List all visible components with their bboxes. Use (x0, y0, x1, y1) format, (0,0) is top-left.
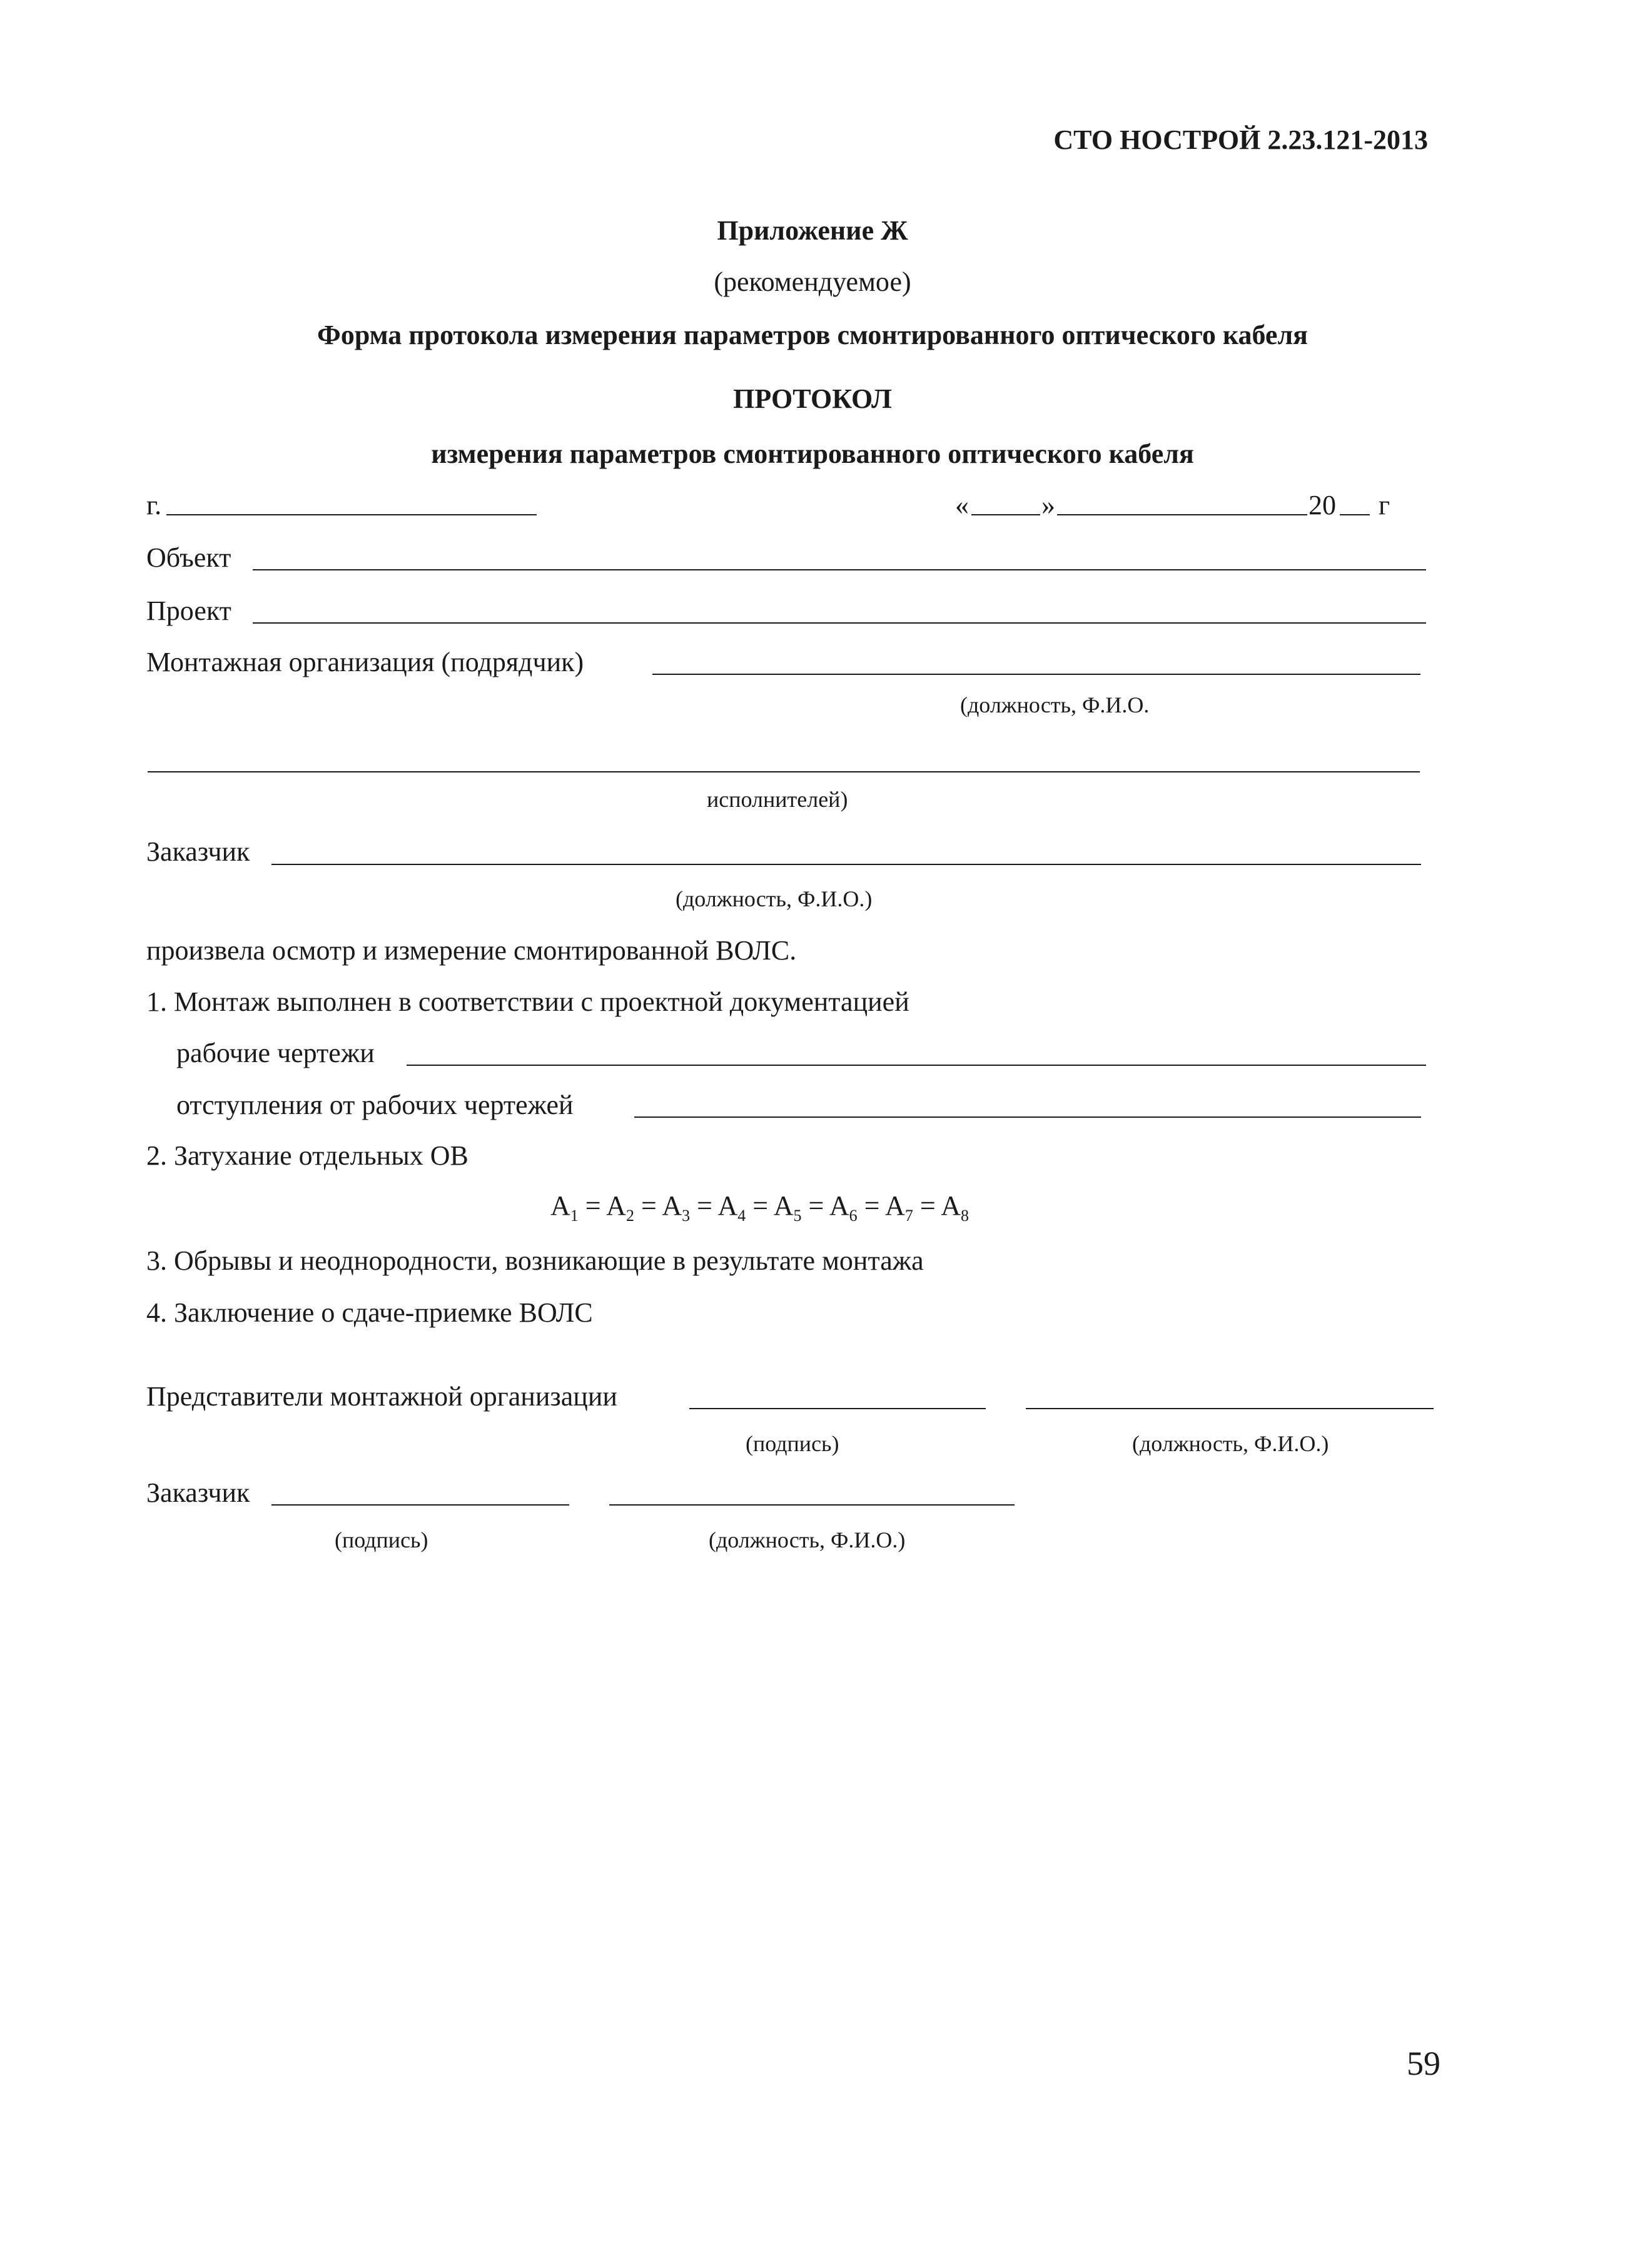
reps-signature-hint: (подпись) (746, 1431, 839, 1456)
deviations-label: отступления от рабочих чертежей (176, 1090, 574, 1120)
contractor-label: Монтажная организация (подрядчик) (146, 647, 584, 677)
year-suffix: г (1379, 490, 1390, 520)
drawings-label: рабочие чертежи (176, 1038, 375, 1068)
city-field[interactable] (166, 514, 537, 515)
contractor-field[interactable] (652, 674, 1420, 675)
deviations-field[interactable] (634, 1116, 1421, 1118)
date-close-quote: » (1041, 490, 1055, 520)
customer-signature-field[interactable] (271, 1504, 569, 1506)
attenuation-formula: $A_1 = A_2 = A_3 = A_4 = A_5 = A_6 = A_7 = A_8$ (550, 1190, 969, 1225)
year-prefix: 20 (1309, 490, 1336, 520)
year-field[interactable] (1340, 514, 1370, 515)
customer-label: Заказчик (146, 836, 250, 867)
customer-hint: (должность, Ф.И.О.) (676, 886, 873, 911)
item-1: 1. Монтаж выполнен в соответствии с проектной документацией (146, 986, 909, 1017)
date-open-quote: « (955, 490, 969, 520)
page-number: 59 (1407, 2045, 1440, 2082)
day-field[interactable] (971, 514, 1040, 515)
form-title: Форма протокола измерения параметров смонтированного оптического кабеля (317, 320, 1308, 350)
reps-position-field[interactable] (1026, 1408, 1434, 1409)
sign-customer-label: Заказчик (146, 1477, 250, 1508)
inspection-text: произвела осмотр и измерение смонтированной ВОЛС. (146, 935, 797, 966)
standard-code: СТО НОСТРОЙ 2.23.121-2013 (1053, 124, 1428, 155)
protocol-title: ПРОТОКОЛ (733, 383, 892, 414)
reps-signature-field[interactable] (689, 1408, 986, 1409)
item-4: 4. Заключение о сдаче-приемке ВОЛС (146, 1297, 593, 1328)
customer-signature-hint: (подпись) (335, 1527, 428, 1552)
city-label: г. (146, 490, 162, 520)
drawings-field[interactable] (407, 1065, 1426, 1066)
object-label: Объект (146, 542, 231, 573)
item-2: 2. Затухание отдельных ОВ (146, 1140, 468, 1171)
executors-hint: исполнителей) (707, 787, 848, 812)
contractor-executors-field[interactable] (148, 771, 1420, 772)
item-3: 3. Обрывы и неоднородности, возникающие в результате монтажа (146, 1245, 924, 1276)
appendix-title: Приложение Ж (717, 215, 908, 246)
representatives-label: Представители монтажной организации (146, 1381, 617, 1412)
reps-position-hint: (должность, Ф.И.О.) (1132, 1431, 1329, 1456)
object-field[interactable] (253, 569, 1426, 570)
contractor-hint: (должность, Ф.И.О. (960, 692, 1150, 717)
customer-field[interactable] (271, 864, 1421, 865)
project-field[interactable] (253, 622, 1426, 624)
month-field[interactable] (1057, 514, 1307, 515)
appendix-status: (рекомендуемое) (714, 266, 911, 297)
protocol-subtitle: измерения параметров смонтированного оптического кабеля (431, 438, 1194, 469)
project-label: Проект (146, 595, 231, 626)
customer-position-hint: (должность, Ф.И.О.) (709, 1527, 906, 1552)
customer-position-field[interactable] (609, 1504, 1015, 1506)
